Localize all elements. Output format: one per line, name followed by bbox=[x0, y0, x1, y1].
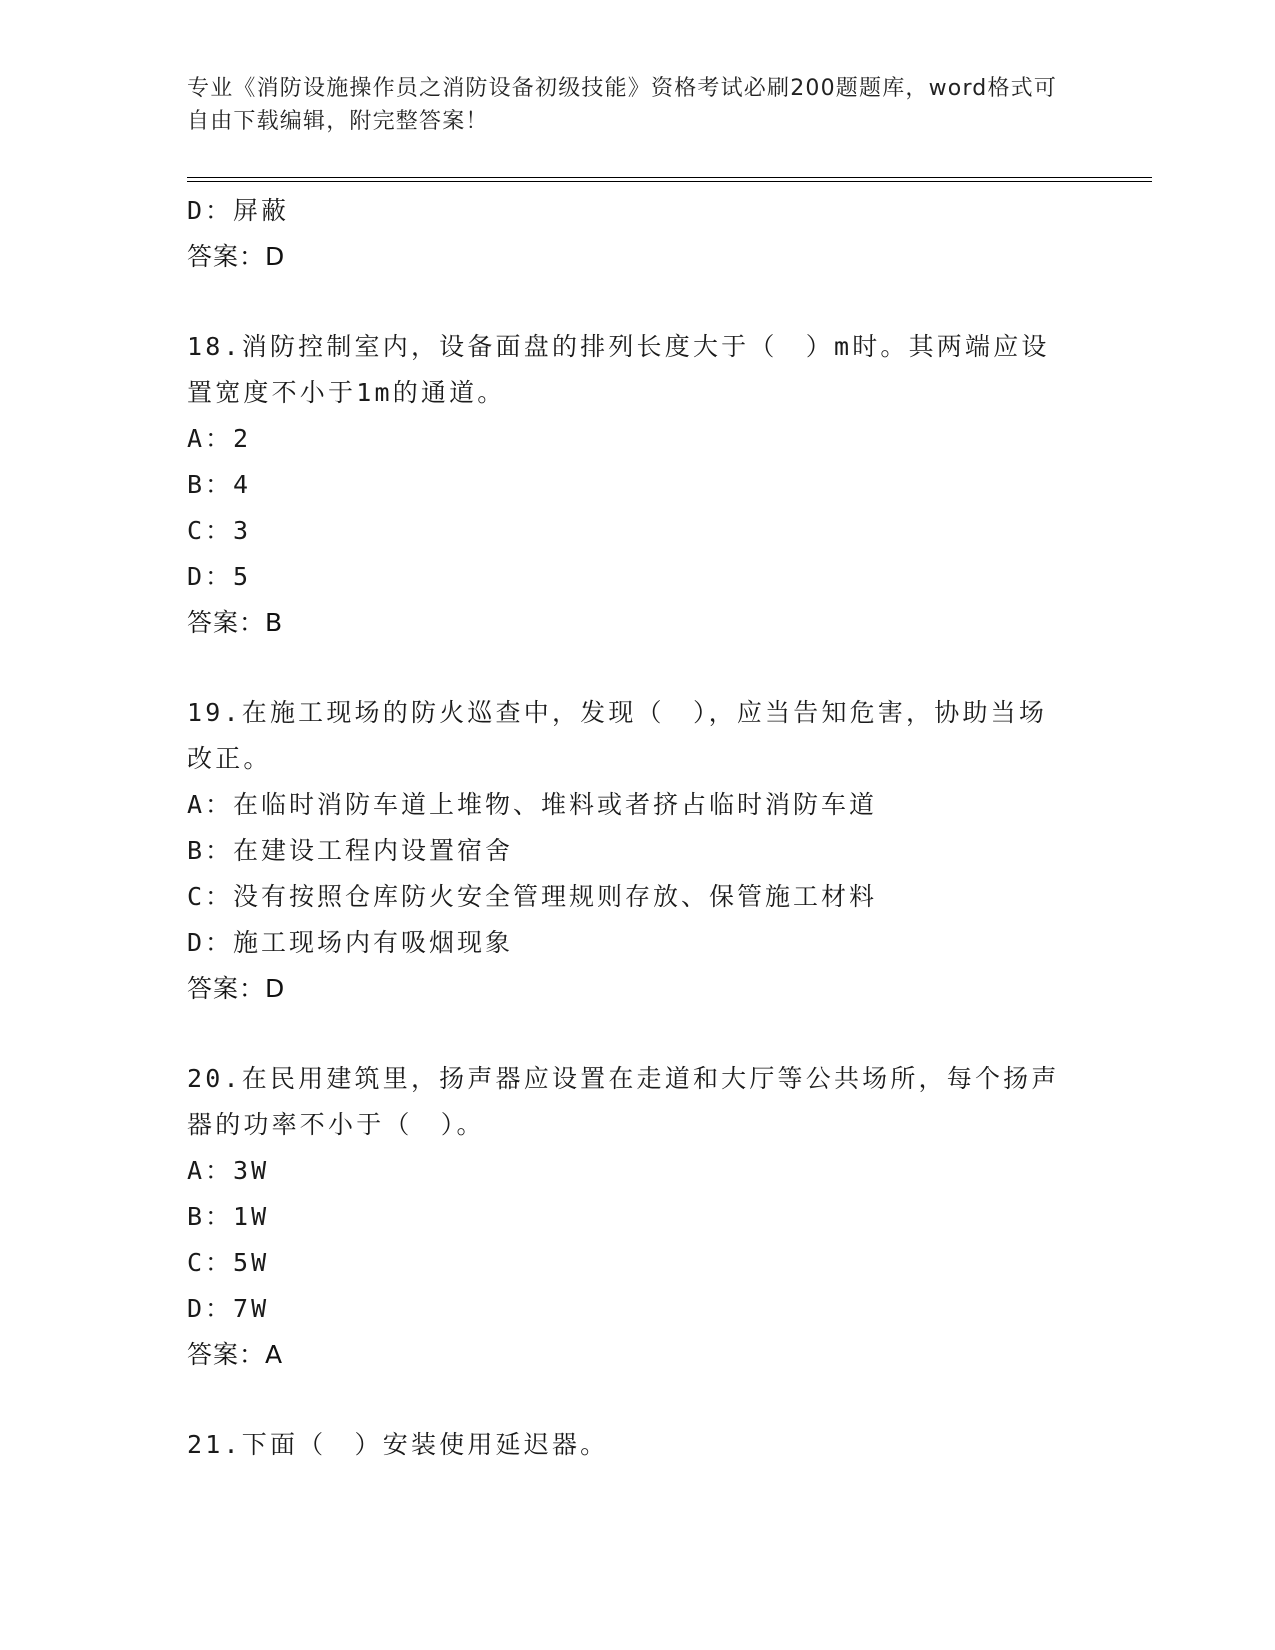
option-d: D：5 bbox=[187, 562, 252, 591]
question-stem: 20.在民用建筑里，扬声器应设置在走道和大厅等公共场所，每个扬声器的功率不小于（ ）。 bbox=[187, 1064, 1060, 1139]
option-d: D：施工现场内有吸烟现象 bbox=[187, 928, 514, 957]
option-a: A：在临时消防车道上堆物、堆料或者挤占临时消防车道 bbox=[187, 790, 878, 819]
question-stem: 18.消防控制室内，设备面盘的排列长度大于（ ）m时。其两端应设置宽度不小于1m的通道。 bbox=[187, 332, 1050, 407]
option-d: D：7W bbox=[187, 1294, 270, 1323]
question-18 bbox=[187, 324, 1087, 646]
question-21 bbox=[187, 1422, 1087, 1468]
option-a: A：2 bbox=[187, 424, 252, 453]
option-b: B：在建设工程内设置宿舍 bbox=[187, 836, 514, 865]
option-a: A：3W bbox=[187, 1156, 270, 1185]
option-c: C：5W bbox=[187, 1248, 270, 1277]
option-b: B：1W bbox=[187, 1202, 270, 1231]
question-19 bbox=[187, 690, 1087, 1012]
option-d: D：屏蔽 bbox=[187, 196, 290, 225]
header-divider bbox=[187, 177, 1152, 182]
answer-line: 答案：D bbox=[187, 974, 286, 1003]
question-stem: 21.下面（ ）安装使用延迟器。 bbox=[187, 1430, 609, 1459]
answer-line: 答案：D bbox=[187, 242, 286, 271]
option-b: B：4 bbox=[187, 470, 252, 499]
answer-line: 答案：B bbox=[187, 608, 284, 637]
option-c: C：3 bbox=[187, 516, 252, 545]
question-stem: 19.在施工现场的防火巡查中，发现（ ），应当告知危害，协助当场改正。 bbox=[187, 698, 1048, 773]
answer-line: 答案：A bbox=[187, 1340, 284, 1369]
previous-question-tail bbox=[187, 188, 1087, 280]
question-list bbox=[187, 188, 1087, 1468]
document-header: 专业《消防设施操作员之消防设备初级技能》资格考试必刷200题题库，word格式可自由下载编辑，附完整答案！ bbox=[187, 76, 1058, 134]
option-c: C：没有按照仓库防火安全管理规则存放、保管施工材料 bbox=[187, 882, 878, 911]
question-20 bbox=[187, 1056, 1087, 1378]
